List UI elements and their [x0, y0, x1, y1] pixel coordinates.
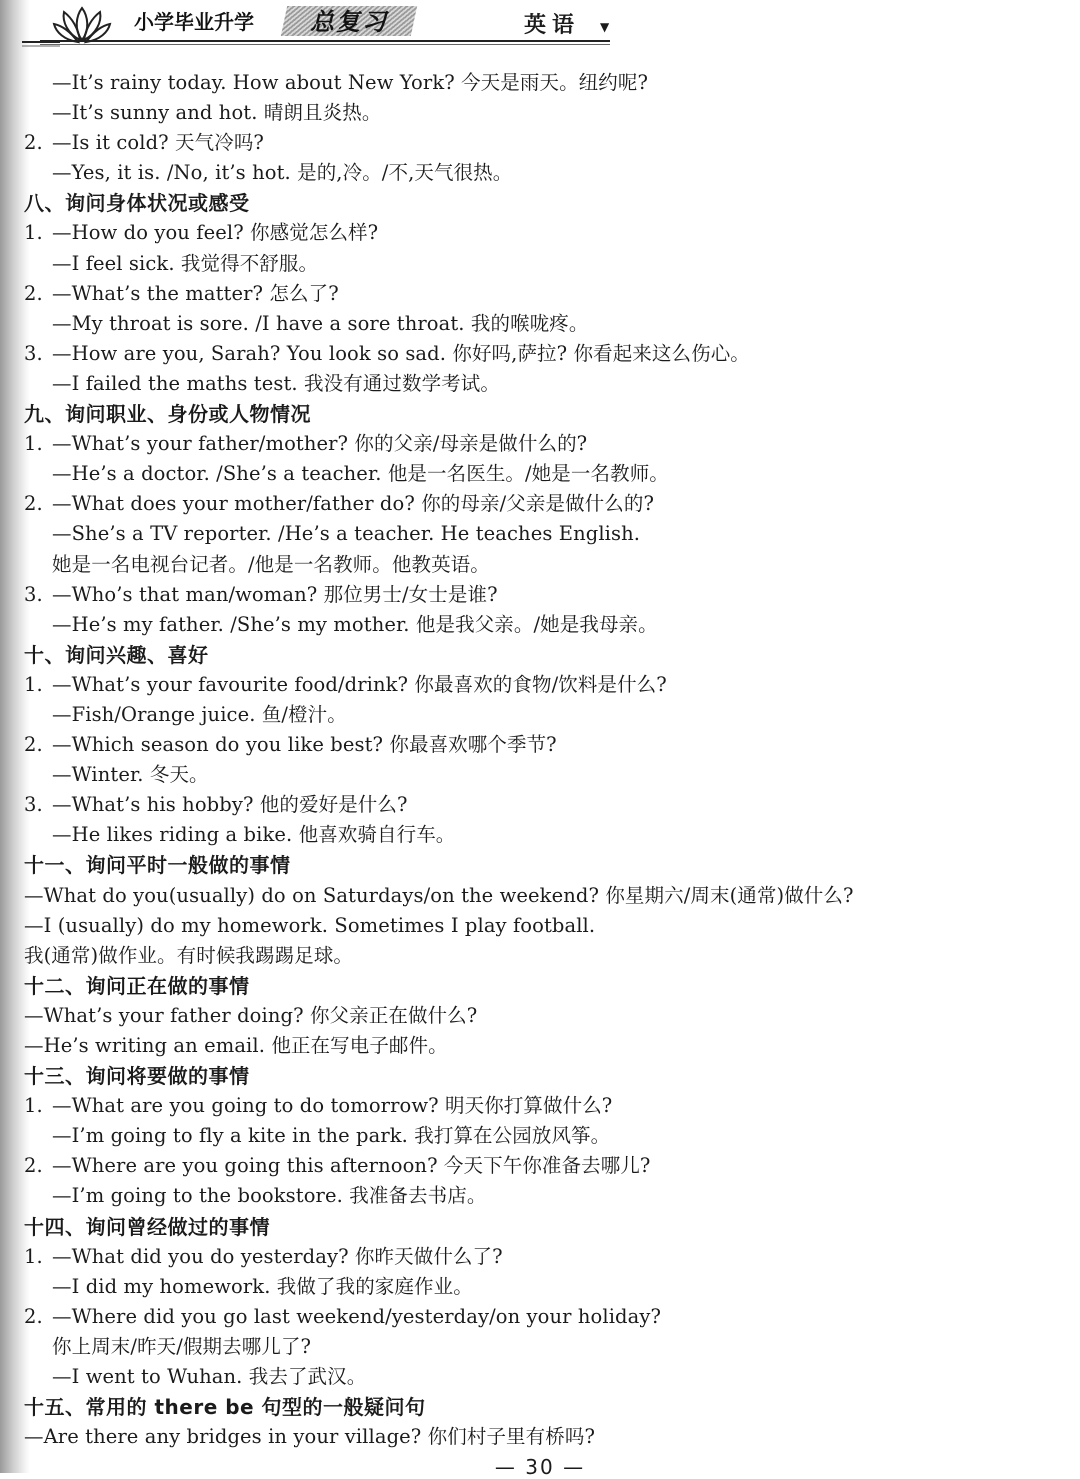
text-line	[24, 700, 1040, 730]
header-rule-thin	[40, 44, 610, 45]
line-text: 你上周末/昨天/假期去哪儿了?	[52, 1334, 312, 1358]
section-heading	[24, 1212, 1040, 1242]
line-text: —I’m going to the bookstore. 我准备去书店。	[52, 1184, 487, 1208]
text-line	[24, 1302, 1040, 1332]
text-line	[24, 68, 1040, 98]
section-heading	[24, 399, 1040, 429]
text-line	[24, 1332, 1040, 1362]
line-text: —What’s your father doing? 你父亲正在做什么?	[24, 1003, 478, 1027]
section-heading-text: 十、询问兴趣、喜好	[24, 642, 209, 667]
line-text: —Where did you go last weekend/yesterday/on your holiday?	[52, 1304, 662, 1328]
section-heading-text: 十三、询问将要做的事情	[24, 1064, 250, 1089]
line-text: —It’s sunny and hot. 晴朗且炎热。	[52, 101, 382, 125]
section-heading	[24, 971, 1040, 1001]
text-line	[24, 790, 1040, 820]
item-number: 1.	[24, 1094, 43, 1118]
item-number: 1.	[24, 432, 43, 456]
line-text: —Where are you going this afternoon? 今天下午你准备去哪儿?	[52, 1154, 651, 1178]
line-text: —He’s a doctor. /She’s a teacher. 他是一名医生。/她是一名教师。	[52, 462, 669, 486]
line-text: —What’s your favourite food/drink? 你最喜欢的食物/饮料是什么?	[52, 672, 667, 696]
text-line	[24, 1121, 1040, 1151]
item-number: 2.	[24, 733, 43, 757]
item-number: 2.	[24, 492, 43, 516]
header-rule	[40, 40, 610, 42]
item-number: 3.	[24, 341, 43, 365]
line-text: —It’s rainy today. How about New York? 今天是雨天。纽约呢?	[52, 71, 649, 94]
line-text: —What did you do yesterday? 你昨天做什么了?	[52, 1244, 503, 1268]
line-text: —What do you(usually) do on Saturdays/on the weekend? 你星期六/周末(通常)做什么?	[24, 883, 854, 907]
line-text: —I did my homework. 我做了我的家庭作业。	[52, 1274, 473, 1298]
text-line	[24, 730, 1040, 760]
text-line	[24, 249, 1040, 279]
text-line	[24, 128, 1040, 158]
text-line	[24, 279, 1040, 309]
section-heading	[24, 1061, 1040, 1091]
triangle-down-icon: ▼	[600, 20, 610, 34]
text-line	[24, 1151, 1040, 1181]
text-line	[24, 580, 1040, 610]
line-text: —How are you, Sarah? You look so sad. 你好吗,萨拉? 你看起来这么伤心。	[52, 341, 750, 365]
item-number: 1.	[24, 221, 43, 245]
line-text: —She’s a TV reporter. /He’s a teacher. He teaches English.	[52, 522, 641, 546]
text-line	[24, 670, 1040, 700]
page-content	[24, 68, 1040, 1452]
header-banner-text: 总复习	[310, 8, 388, 36]
text-line	[24, 760, 1040, 790]
line-text: —Yes, it is. /No, it’s hot. 是的,冷。/不,天气很热。	[52, 161, 513, 185]
section-heading-text: 十五、常用的 there be 句型的一般疑问句	[24, 1395, 426, 1420]
item-number: 2.	[24, 281, 43, 305]
line-text: —He’s my father. /She’s my mother. 他是我父亲。/她是我母亲。	[52, 612, 658, 636]
text-line	[24, 339, 1040, 369]
subject-label: 英语	[524, 13, 581, 38]
item-number: 2.	[24, 1304, 43, 1328]
section-heading	[24, 850, 1040, 880]
line-text: —Who’s that man/woman? 那位男士/女士是谁?	[52, 582, 498, 606]
text-line	[24, 429, 1040, 459]
page-header	[22, 0, 622, 50]
text-line	[24, 1091, 1040, 1121]
text-line	[24, 1181, 1040, 1211]
line-text: —He’s writing an email. 他正在写电子邮件。	[24, 1034, 448, 1057]
line-text: —What’s your father/mother? 你的父亲/母亲是做什么的?	[52, 432, 588, 456]
line-text: —Is it cold? 天气冷吗?	[52, 131, 264, 155]
text-line	[24, 610, 1040, 640]
text-line	[24, 489, 1040, 519]
line-text: —Which season do you like best? 你最喜欢哪个季节?	[52, 733, 557, 757]
line-text: —I’m going to fly a kite in the park. 我打算在公园放风筝。	[52, 1124, 611, 1148]
text-line	[24, 309, 1040, 339]
line-text: —My throat is sore. /I have a sore throat. 我的喉咙疼。	[52, 311, 589, 335]
item-number: 3.	[24, 793, 43, 817]
text-line	[24, 1001, 1040, 1031]
line-text: —I failed the maths test. 我没有通过数学考试。	[52, 371, 501, 395]
item-number: 1.	[24, 672, 43, 696]
text-line	[24, 1422, 1040, 1452]
line-text: —What does your mother/father do? 你的母亲/父亲是做什么的?	[52, 492, 655, 516]
section-heading-text: 八、询问身体状况或感受	[24, 191, 250, 216]
item-number: 3.	[24, 582, 43, 606]
text-line	[24, 1031, 1040, 1061]
line-text: —Winter. 冬天。	[52, 763, 209, 787]
text-line	[24, 519, 1040, 549]
line-text: —I (usually) do my homework. Sometimes I play football.	[24, 913, 596, 937]
line-text: —I feel sick. 我觉得不舒服。	[52, 251, 319, 275]
item-number: 1.	[24, 1244, 43, 1268]
text-line	[24, 158, 1040, 188]
line-text: 她是一名电视台记者。/他是一名教师。他教英语。	[52, 552, 490, 576]
line-text: —Are there any bridges in your village? 你们村子里有桥吗?	[24, 1425, 595, 1449]
line-text: —What’s the matter? 怎么了?	[52, 281, 339, 305]
line-text: —What are you going to do tomorrow? 明天你打算做什么?	[52, 1094, 613, 1118]
text-line	[24, 941, 1040, 971]
text-line	[24, 1272, 1040, 1302]
section-heading	[24, 1392, 1040, 1422]
text-line	[24, 550, 1040, 580]
item-number: 2.	[24, 1154, 43, 1178]
text-line	[24, 911, 1040, 941]
section-heading-text: 十二、询问正在做的事情	[24, 973, 250, 998]
text-line	[24, 1362, 1040, 1392]
section-heading-text: 十一、询问平时一般做的事情	[24, 853, 291, 878]
line-text: —How do you feel? 你感觉怎么样?	[52, 221, 379, 245]
text-line	[24, 1242, 1040, 1272]
line-text: —Fish/Orange juice. 鱼/橙汁。	[52, 702, 347, 726]
page-number: — 30 —	[494, 1455, 586, 1479]
line-text: —What’s his hobby? 他的爱好是什么?	[52, 793, 408, 817]
text-line	[24, 218, 1040, 248]
line-text: 我(通常)做作业。有时候我踢踢足球。	[24, 943, 354, 967]
section-heading-text: 十四、询问曾经做过的事情	[24, 1214, 270, 1239]
text-line	[24, 459, 1040, 489]
section-heading-text: 九、询问职业、身份或人物情况	[24, 402, 311, 427]
line-text: —He likes riding a bike. 他喜欢骑自行车。	[52, 823, 456, 847]
text-line	[24, 369, 1040, 399]
text-line	[24, 820, 1040, 850]
section-heading	[24, 188, 1040, 218]
book-title: 小学毕业升学	[134, 10, 254, 34]
text-line	[24, 98, 1040, 128]
text-line	[24, 881, 1040, 911]
line-text: —I went to Wuhan. 我去了武汉。	[52, 1365, 367, 1389]
section-heading	[24, 640, 1040, 670]
item-number: 2.	[24, 131, 43, 155]
